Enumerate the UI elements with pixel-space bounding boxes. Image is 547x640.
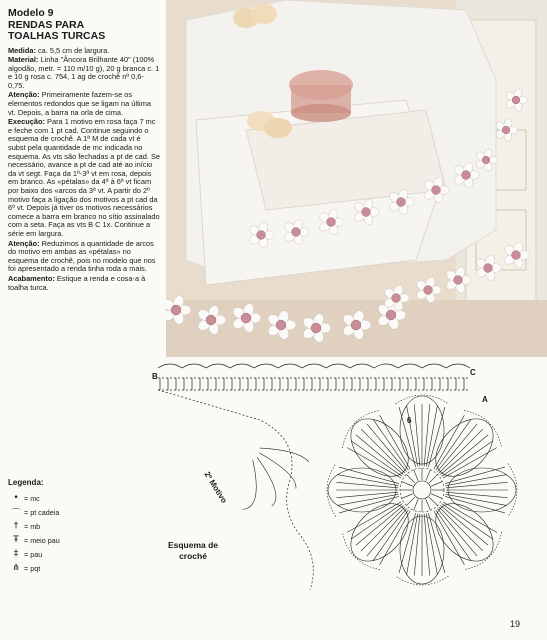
legend-item [8, 491, 128, 505]
legend-item-text: = mc [24, 493, 40, 503]
model-title [8, 8, 160, 43]
page-number: 19 [510, 619, 521, 629]
title-line-2: TOALHAS TURCAS [8, 30, 106, 42]
title-line-1: RENDAS PARA [8, 18, 85, 31]
instruction-paragraph [8, 56, 160, 90]
instructions-list [8, 47, 160, 293]
legend-item [8, 519, 128, 533]
instruction-text: Linha "Âncora Brilhante 40" (100% algodão, metr. = 110 m/10 g), 20 g branca c. 1 e 10 g rosa c. 754, 1 ag de crochê nº 0,6-0,75. [8, 55, 160, 90]
instruction-label: Acabamento: [8, 273, 55, 283]
label-6: 6 [407, 416, 412, 425]
label-a: A [482, 395, 488, 404]
legend-item [8, 561, 128, 575]
legend-item-text: = mb [24, 521, 41, 531]
diagram-caption-line-2: croché [179, 551, 207, 561]
mb-icon: † [13, 521, 19, 531]
picot-icon: ⋔ [12, 563, 20, 573]
label-b: B [152, 372, 158, 381]
dot-icon: • [13, 493, 19, 503]
instruction-text: Para 1 motivo em rosa faça 7 mc e feche com 1 pt cad. Continue seguindo o esquema de crochê. A 1ª M de cada vt é subst pela quantidade de mc indicada no esquema. As vts são fechadas a pt de cad. Se necessário, avance a pt de cad até ao início da vt segt. Faça da 1ª-3ª vt em rosa, depois em branco. As «pétalas» da 4ª à 6ª vt ficam por baixo dos «arcos da 3ª vt. A partir do 2º motivo faça a ligação dos motivos a pt cad da 6ª vt. Depois já tiver os motivos necessários comece a barra em branco no sítio assinalado com a seta. Faça as vts B C 1x. Continue a série em largura. [8, 117, 161, 238]
instruction-paragraph [8, 275, 160, 292]
legend [8, 478, 128, 575]
instruction-text: Primeiramente fazem-se os elementos redondos que se ligam na última vt. Depois, a barra na orla de cima. [8, 90, 151, 117]
instruction-text: Reduzimos a quantidade de arcos do motivo em ambas as «pétalas» no esquema de crochê, pois no modelo que nos foi apresentado a renda tinha roda a mais. [8, 238, 156, 274]
instruction-paragraph [8, 47, 160, 56]
legend-item-text: = pqt [24, 563, 41, 573]
towel-photo [166, 0, 547, 357]
instruction-text: ca. 5,5 cm de largura. [35, 45, 110, 55]
crochet-motif [242, 395, 517, 585]
label-c: C [470, 368, 476, 377]
instruction-paragraph [8, 118, 160, 238]
motif-label: 2º Motivo [202, 470, 229, 505]
instructions-column [8, 8, 160, 293]
legend-item [8, 505, 128, 519]
legend-item-text: = pt cadeia [24, 507, 60, 517]
treble-icon: ‡ [13, 549, 19, 559]
legend-item-text: = pau [24, 549, 43, 559]
instruction-label: Medida: [8, 45, 36, 55]
instruction-text: Estique a renda e cosa-a à toalha turca. [8, 273, 146, 292]
legend-item [8, 533, 128, 547]
instruction-paragraph [8, 240, 160, 274]
diagram-caption [148, 540, 238, 562]
arc-icon: ⌒ [11, 508, 21, 519]
legend-title: Legenda: [8, 478, 44, 487]
instruction-label: Material: [8, 55, 39, 65]
towel-photo-illustration [166, 0, 547, 357]
instruction-label: Execução: [8, 117, 45, 127]
legend-item-text: = meio pau [24, 535, 60, 545]
model-number: Modelo 9 [8, 7, 54, 19]
legend-items [8, 491, 128, 575]
instruction-label: Atenção: [8, 90, 40, 100]
legend-item [8, 547, 128, 561]
instruction-paragraph [8, 91, 160, 117]
diagram-caption-line-1: Esquema de [167, 540, 219, 550]
half-treble-icon: Ŧ [13, 535, 19, 545]
instruction-label: Atenção: [8, 238, 40, 248]
